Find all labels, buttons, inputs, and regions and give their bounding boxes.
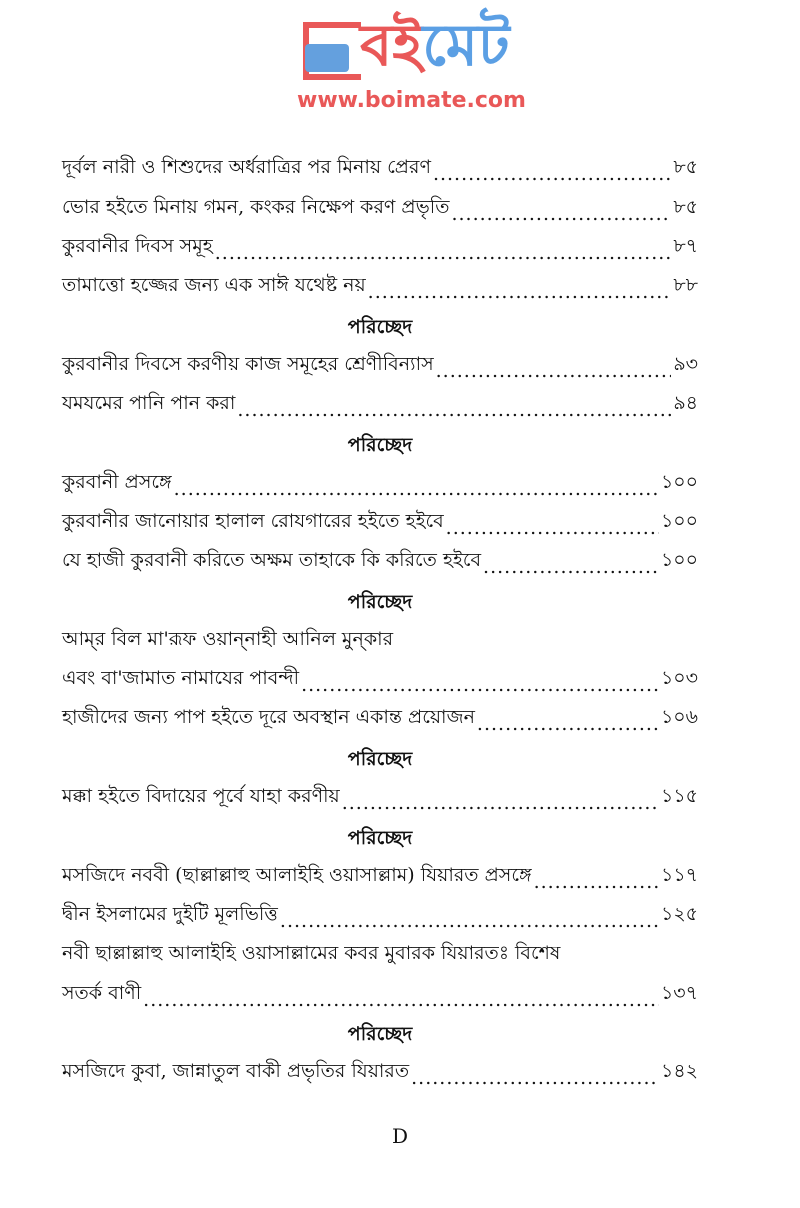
- watermark-logo: [297, 11, 526, 118]
- toc-entry: [62, 348, 698, 387]
- entry-page-number: ৮৫: [673, 195, 698, 218]
- toc-entry: [62, 663, 698, 702]
- logo-frame: [303, 22, 361, 80]
- entry-title: মক্কা হইতে বিদায়ের পূর্বে যাহা করণীয়: [62, 785, 340, 808]
- toc-entry: [62, 466, 698, 505]
- entry-title: আম্‌র বিল মা'রূফ ওয়ান্‌নাহী আনিল মুন্‌কার: [62, 627, 394, 650]
- dot-leader: [280, 910, 659, 932]
- table-of-contents: [62, 152, 698, 1095]
- entry-page-number: ৮৫: [673, 156, 698, 179]
- toc-entry: [62, 859, 698, 898]
- toc-entry: [62, 1056, 698, 1095]
- watermark-url: www.boimate.com: [297, 88, 526, 113]
- dot-leader: [477, 713, 659, 735]
- toc-entry: [62, 624, 698, 663]
- dot-leader: [174, 478, 659, 500]
- dot-leader: [436, 360, 672, 382]
- toc-entry: [62, 191, 698, 230]
- entry-page-number: ১০০: [660, 509, 698, 532]
- entry-title: হাজীদের জন্য পাপ হইতে দূরে অবস্থান একান্ত প্রয়োজন: [62, 706, 475, 729]
- entry-page-number: ১০৬: [660, 706, 698, 729]
- entry-page-number: ১০৩: [660, 667, 698, 690]
- section-heading: পরিচ্ছেদ: [347, 748, 413, 771]
- dot-leader: [433, 163, 671, 185]
- entry-title: দ্বীন ইসলামের দুইটি মূলভিত্তি: [62, 902, 278, 925]
- entry-page-number: ১১৭: [660, 863, 698, 886]
- entry-page-number: ১২৫: [660, 902, 698, 925]
- toc-entry: [62, 270, 698, 309]
- entry-title: ভোর হইতে মিনায় গমন, কংকর নিক্ষেপ করণ প্রভৃতি: [62, 195, 450, 218]
- logo-text-2: মেট: [422, 11, 510, 79]
- book-icon: [305, 44, 349, 72]
- entry-title: কুরবানীর দিবস সমূহ: [62, 234, 213, 257]
- dot-leader: [237, 399, 671, 421]
- entry-page-number: ৮৮: [673, 274, 698, 297]
- entry-page-number: ১১৫: [661, 785, 698, 808]
- dot-leader: [411, 1067, 659, 1089]
- entry-title: যে হাজী কুরবানী করিতে অক্ষম তাহাকে কি করিতে হইবে: [62, 549, 482, 572]
- entry-page-number: ৯৩: [673, 352, 698, 375]
- toc-entry: [62, 977, 698, 1016]
- toc-entry: [62, 702, 698, 741]
- section-heading: পরিচ্ছেদ: [347, 1023, 413, 1046]
- entry-title: দূর্বল নারী ও শিশুদের অর্ধরাত্রির পর মিনায় প্রেরণ: [62, 156, 431, 179]
- dot-leader: [534, 871, 659, 893]
- toc-entry: [62, 781, 698, 820]
- entry-title: মসজিদে নববী (ছাল্লাল্লাহু আলাইহি ওয়াসাল্লাম) যিয়ারত প্রসঙ্গে: [62, 863, 532, 886]
- entry-title: কুরবানীর দিবসে করণীয় কাজ সমূহের শ্রেণীবিন্যাস: [62, 352, 434, 375]
- dot-leader: [301, 674, 659, 696]
- logo-text-1: বই: [360, 11, 423, 79]
- entry-page-number: ৯৪: [673, 392, 698, 415]
- page-number-footer: D: [391, 1124, 409, 1148]
- toc-entry: [62, 938, 698, 977]
- section-heading: পরিচ্ছেদ: [347, 315, 413, 338]
- toc-entry: [62, 506, 698, 545]
- section-heading: পরিচ্ছেদ: [347, 826, 413, 849]
- dot-leader: [483, 556, 659, 578]
- toc-entry: [62, 231, 698, 270]
- entry-title: যমযমের পানি পান করা: [62, 392, 236, 415]
- dot-leader: [368, 281, 672, 303]
- dot-leader: [451, 203, 671, 225]
- entry-title: এবং বা'জামাত নামাযের পাবন্দী: [62, 667, 300, 690]
- entry-title: তামাত্তো হজ্জের জন্য এক সাঈ যথেষ্ট নয়: [62, 274, 366, 297]
- section-heading: পরিচ্ছেদ: [347, 590, 413, 613]
- entry-title: কুরবানীর জানোয়ার হালাল রোযগারের হইতে হইবে: [62, 509, 444, 532]
- toc-entry: [62, 545, 698, 584]
- toc-entry: [62, 388, 698, 427]
- entry-title: মসজিদে কুবা, জান্নাতুল বাকী প্রভৃতির যিয়ারত: [62, 1060, 410, 1083]
- entry-page-number: ৮৭: [673, 234, 698, 257]
- dot-leader: [143, 989, 659, 1011]
- toc-entry: [62, 152, 698, 191]
- section-heading: পরিচ্ছেদ: [347, 433, 413, 456]
- toc-entry: [62, 899, 698, 938]
- entry-page-number: ১০০: [660, 549, 698, 572]
- entry-title: কুরবানী প্রসঙ্গে: [62, 470, 172, 493]
- entry-title: সতর্ক বাণী: [62, 981, 142, 1004]
- dot-leader: [446, 517, 659, 539]
- entry-page-number: ১৩৭: [660, 981, 698, 1004]
- entry-page-number: ১৪২: [660, 1060, 698, 1083]
- entry-title: নবী ছাল্লাল্লাহু আলাইহি ওয়াসাল্লামের কবর মুবারক যিয়ারতঃ বিশেষ: [62, 942, 561, 965]
- dot-leader: [342, 792, 659, 814]
- entry-page-number: ১০০: [660, 470, 698, 493]
- dot-leader: [215, 242, 672, 264]
